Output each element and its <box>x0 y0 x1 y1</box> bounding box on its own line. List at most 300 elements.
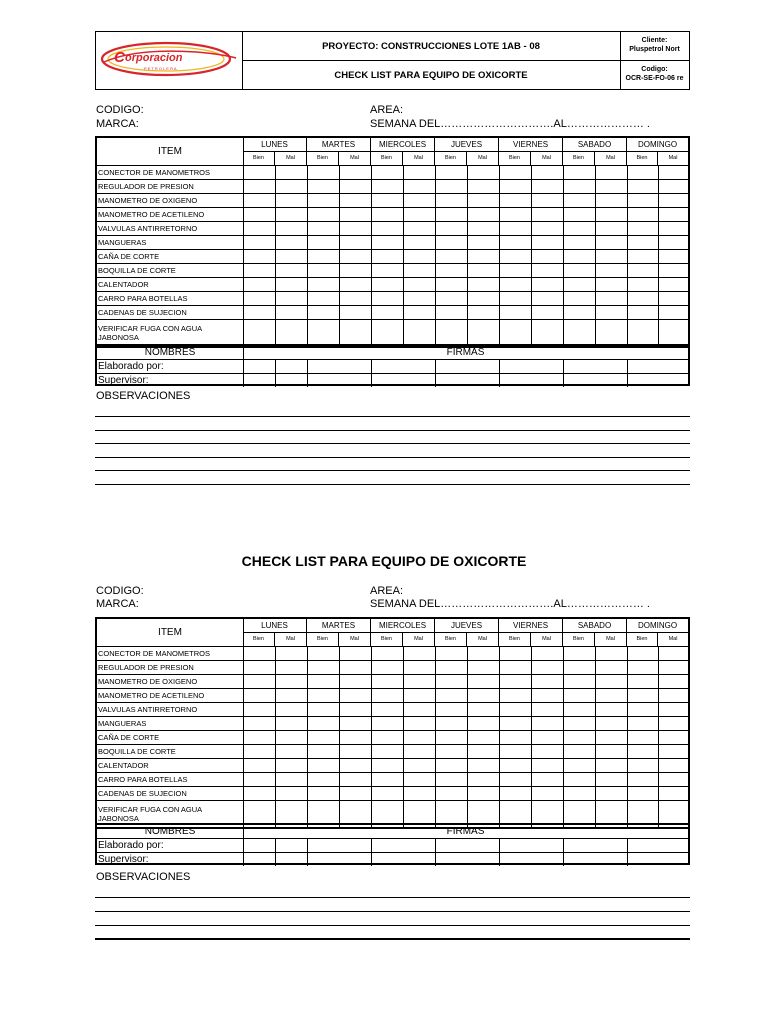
check-cell-border[interactable] <box>627 703 628 716</box>
check-cell-border[interactable] <box>467 264 468 277</box>
check-cell-border[interactable] <box>595 194 596 207</box>
check-cell-border[interactable] <box>627 689 628 702</box>
check-cell-border[interactable] <box>531 278 532 291</box>
check-cell-border[interactable] <box>371 208 372 221</box>
check-cell-border[interactable] <box>339 661 340 674</box>
check-cell-border[interactable] <box>531 222 532 235</box>
observation-line[interactable] <box>95 457 690 458</box>
check-cell-border[interactable] <box>339 194 340 207</box>
check-cell-border[interactable] <box>658 292 659 305</box>
check-cell-border[interactable] <box>307 306 308 319</box>
signature-cell-border[interactable] <box>435 839 436 852</box>
check-cell-border[interactable] <box>595 278 596 291</box>
check-cell-border[interactable] <box>307 236 308 249</box>
check-cell-border[interactable] <box>595 264 596 277</box>
check-cell-border[interactable] <box>627 194 628 207</box>
check-cell-border[interactable] <box>595 292 596 305</box>
check-cell-border[interactable] <box>435 306 436 319</box>
check-cell-border[interactable] <box>403 236 404 249</box>
check-cell-border[interactable] <box>658 180 659 193</box>
check-cell-border[interactable] <box>371 292 372 305</box>
check-cell-border[interactable] <box>371 703 372 716</box>
check-cell-border[interactable] <box>658 306 659 319</box>
check-cell-border[interactable] <box>467 759 468 772</box>
check-cell-border[interactable] <box>595 661 596 674</box>
check-cell-border[interactable] <box>307 264 308 277</box>
check-cell-border[interactable] <box>243 773 244 786</box>
signature-cell-border[interactable] <box>563 374 564 387</box>
check-cell-border[interactable] <box>499 731 500 744</box>
check-cell-border[interactable] <box>307 250 308 263</box>
check-cell-border[interactable] <box>595 773 596 786</box>
signature-cell-border[interactable] <box>563 839 564 852</box>
check-cell-border[interactable] <box>563 703 564 716</box>
check-cell-border[interactable] <box>563 689 564 702</box>
check-cell-border[interactable] <box>563 759 564 772</box>
check-cell-border[interactable] <box>435 787 436 800</box>
check-cell-border[interactable] <box>627 236 628 249</box>
check-cell-border[interactable] <box>435 320 436 346</box>
check-cell-border[interactable] <box>435 759 436 772</box>
check-cell-border[interactable] <box>563 647 564 660</box>
check-cell-border[interactable] <box>499 222 500 235</box>
signature-cell-border[interactable] <box>307 853 308 866</box>
check-cell-border[interactable] <box>275 180 276 193</box>
check-cell-border[interactable] <box>243 759 244 772</box>
check-cell-border[interactable] <box>275 661 276 674</box>
check-cell-border[interactable] <box>339 703 340 716</box>
signature-cell-border[interactable] <box>627 839 628 852</box>
check-cell-border[interactable] <box>658 717 659 730</box>
check-cell-border[interactable] <box>658 759 659 772</box>
check-cell-border[interactable] <box>467 180 468 193</box>
check-cell-border[interactable] <box>531 703 532 716</box>
check-cell-border[interactable] <box>563 194 564 207</box>
check-cell-border[interactable] <box>595 703 596 716</box>
check-cell-border[interactable] <box>595 236 596 249</box>
check-cell-border[interactable] <box>339 250 340 263</box>
check-cell-border[interactable] <box>563 292 564 305</box>
check-cell-border[interactable] <box>531 236 532 249</box>
check-cell-border[interactable] <box>531 675 532 688</box>
check-cell-border[interactable] <box>371 306 372 319</box>
signature-cell-border[interactable] <box>627 360 628 373</box>
check-cell-border[interactable] <box>339 306 340 319</box>
check-cell-border[interactable] <box>307 703 308 716</box>
check-cell-border[interactable] <box>499 717 500 730</box>
check-cell-border[interactable] <box>658 787 659 800</box>
signature-cell-border[interactable] <box>371 853 372 866</box>
check-cell-border[interactable] <box>243 264 244 277</box>
check-cell-border[interactable] <box>403 745 404 758</box>
check-cell-border[interactable] <box>658 745 659 758</box>
check-cell-border[interactable] <box>499 759 500 772</box>
signature-cell-border[interactable] <box>499 374 500 387</box>
signature-cell-border[interactable] <box>499 839 500 852</box>
check-cell-border[interactable] <box>275 320 276 346</box>
check-cell-border[interactable] <box>435 731 436 744</box>
check-cell-border[interactable] <box>339 689 340 702</box>
check-cell-border[interactable] <box>403 773 404 786</box>
check-cell-border[interactable] <box>307 787 308 800</box>
check-cell-border[interactable] <box>658 250 659 263</box>
check-cell-border[interactable] <box>403 759 404 772</box>
check-cell-border[interactable] <box>531 647 532 660</box>
check-cell-border[interactable] <box>307 745 308 758</box>
check-cell-border[interactable] <box>531 264 532 277</box>
check-cell-border[interactable] <box>563 731 564 744</box>
check-cell-border[interactable] <box>658 703 659 716</box>
check-cell-border[interactable] <box>595 675 596 688</box>
check-cell-border[interactable] <box>403 717 404 730</box>
check-cell-border[interactable] <box>435 180 436 193</box>
check-cell-border[interactable] <box>658 194 659 207</box>
check-cell-border[interactable] <box>275 278 276 291</box>
check-cell-border[interactable] <box>531 320 532 346</box>
signature-cell-border[interactable] <box>275 839 276 852</box>
check-cell-border[interactable] <box>243 222 244 235</box>
check-cell-border[interactable] <box>595 320 596 346</box>
check-cell-border[interactable] <box>627 320 628 346</box>
check-cell-border[interactable] <box>307 180 308 193</box>
check-cell-border[interactable] <box>275 222 276 235</box>
check-cell-border[interactable] <box>563 717 564 730</box>
check-cell-border[interactable] <box>307 759 308 772</box>
check-cell-border[interactable] <box>339 278 340 291</box>
check-cell-border[interactable] <box>339 759 340 772</box>
check-cell-border[interactable] <box>371 787 372 800</box>
check-cell-border[interactable] <box>467 773 468 786</box>
check-cell-border[interactable] <box>467 731 468 744</box>
check-cell-border[interactable] <box>531 292 532 305</box>
check-cell-border[interactable] <box>339 208 340 221</box>
check-cell-border[interactable] <box>627 306 628 319</box>
check-cell-border[interactable] <box>595 166 596 179</box>
check-cell-border[interactable] <box>627 661 628 674</box>
check-cell-border[interactable] <box>531 306 532 319</box>
check-cell-border[interactable] <box>499 647 500 660</box>
check-cell-border[interactable] <box>627 278 628 291</box>
check-cell-border[interactable] <box>467 703 468 716</box>
check-cell-border[interactable] <box>499 236 500 249</box>
check-cell-border[interactable] <box>627 745 628 758</box>
check-cell-border[interactable] <box>307 647 308 660</box>
check-cell-border[interactable] <box>563 166 564 179</box>
check-cell-border[interactable] <box>307 292 308 305</box>
signature-cell-border[interactable] <box>307 374 308 387</box>
check-cell-border[interactable] <box>371 320 372 346</box>
check-cell-border[interactable] <box>371 675 372 688</box>
check-cell-border[interactable] <box>243 292 244 305</box>
check-cell-border[interactable] <box>403 661 404 674</box>
check-cell-border[interactable] <box>307 166 308 179</box>
check-cell-border[interactable] <box>275 717 276 730</box>
check-cell-border[interactable] <box>275 745 276 758</box>
check-cell-border[interactable] <box>595 745 596 758</box>
signature-cell-border[interactable] <box>243 853 244 866</box>
check-cell-border[interactable] <box>307 222 308 235</box>
check-cell-border[interactable] <box>467 787 468 800</box>
signature-cell-border[interactable] <box>627 853 628 866</box>
check-cell-border[interactable] <box>243 278 244 291</box>
check-cell-border[interactable] <box>658 208 659 221</box>
check-cell-border[interactable] <box>595 689 596 702</box>
check-cell-border[interactable] <box>563 661 564 674</box>
check-cell-border[interactable] <box>243 194 244 207</box>
check-cell-border[interactable] <box>243 703 244 716</box>
check-cell-border[interactable] <box>307 208 308 221</box>
check-cell-border[interactable] <box>658 166 659 179</box>
check-cell-border[interactable] <box>275 787 276 800</box>
check-cell-border[interactable] <box>595 647 596 660</box>
check-cell-border[interactable] <box>595 222 596 235</box>
check-cell-border[interactable] <box>243 250 244 263</box>
check-cell-border[interactable] <box>531 745 532 758</box>
check-cell-border[interactable] <box>531 250 532 263</box>
check-cell-border[interactable] <box>371 236 372 249</box>
check-cell-border[interactable] <box>499 208 500 221</box>
check-cell-border[interactable] <box>403 250 404 263</box>
check-cell-border[interactable] <box>595 731 596 744</box>
check-cell-border[interactable] <box>595 306 596 319</box>
check-cell-border[interactable] <box>467 278 468 291</box>
check-cell-border[interactable] <box>467 661 468 674</box>
check-cell-border[interactable] <box>243 661 244 674</box>
check-cell-border[interactable] <box>339 222 340 235</box>
check-cell-border[interactable] <box>371 250 372 263</box>
check-cell-border[interactable] <box>371 759 372 772</box>
check-cell-border[interactable] <box>371 647 372 660</box>
check-cell-border[interactable] <box>371 661 372 674</box>
check-cell-border[interactable] <box>243 745 244 758</box>
check-cell-border[interactable] <box>243 717 244 730</box>
check-cell-border[interactable] <box>403 306 404 319</box>
check-cell-border[interactable] <box>243 166 244 179</box>
check-cell-border[interactable] <box>658 278 659 291</box>
check-cell-border[interactable] <box>658 661 659 674</box>
check-cell-border[interactable] <box>275 759 276 772</box>
check-cell-border[interactable] <box>531 731 532 744</box>
check-cell-border[interactable] <box>307 731 308 744</box>
check-cell-border[interactable] <box>499 320 500 346</box>
check-cell-border[interactable] <box>467 250 468 263</box>
signature-cell-border[interactable] <box>371 374 372 387</box>
signature-cell-border[interactable] <box>243 825 244 838</box>
check-cell-border[interactable] <box>243 647 244 660</box>
check-cell-border[interactable] <box>595 759 596 772</box>
check-cell-border[interactable] <box>531 773 532 786</box>
check-cell-border[interactable] <box>563 745 564 758</box>
check-cell-border[interactable] <box>435 166 436 179</box>
check-cell-border[interactable] <box>307 278 308 291</box>
check-cell-border[interactable] <box>275 264 276 277</box>
check-cell-border[interactable] <box>435 689 436 702</box>
check-cell-border[interactable] <box>243 689 244 702</box>
signature-cell-border[interactable] <box>275 360 276 373</box>
check-cell-border[interactable] <box>339 264 340 277</box>
check-cell-border[interactable] <box>467 689 468 702</box>
check-cell-border[interactable] <box>627 292 628 305</box>
check-cell-border[interactable] <box>275 250 276 263</box>
signature-cell-border[interactable] <box>243 374 244 387</box>
check-cell-border[interactable] <box>563 208 564 221</box>
observation-line[interactable] <box>95 897 690 898</box>
check-cell-border[interactable] <box>435 773 436 786</box>
signature-cell-border[interactable] <box>435 360 436 373</box>
check-cell-border[interactable] <box>435 222 436 235</box>
check-cell-border[interactable] <box>658 222 659 235</box>
observation-line[interactable] <box>95 443 690 444</box>
check-cell-border[interactable] <box>371 773 372 786</box>
check-cell-border[interactable] <box>435 278 436 291</box>
check-cell-border[interactable] <box>658 773 659 786</box>
check-cell-border[interactable] <box>563 306 564 319</box>
check-cell-border[interactable] <box>339 166 340 179</box>
check-cell-border[interactable] <box>371 717 372 730</box>
check-cell-border[interactable] <box>403 675 404 688</box>
check-cell-border[interactable] <box>371 278 372 291</box>
observation-line[interactable] <box>95 416 690 417</box>
check-cell-border[interactable] <box>499 703 500 716</box>
check-cell-border[interactable] <box>339 292 340 305</box>
check-cell-border[interactable] <box>403 292 404 305</box>
check-cell-border[interactable] <box>403 320 404 346</box>
check-cell-border[interactable] <box>371 222 372 235</box>
check-cell-border[interactable] <box>339 731 340 744</box>
observation-line[interactable] <box>95 484 690 485</box>
signature-cell-border[interactable] <box>435 853 436 866</box>
check-cell-border[interactable] <box>499 787 500 800</box>
check-cell-border[interactable] <box>499 264 500 277</box>
check-cell-border[interactable] <box>339 180 340 193</box>
check-cell-border[interactable] <box>371 264 372 277</box>
check-cell-border[interactable] <box>243 675 244 688</box>
check-cell-border[interactable] <box>467 208 468 221</box>
check-cell-border[interactable] <box>435 745 436 758</box>
check-cell-border[interactable] <box>499 745 500 758</box>
signature-cell-border[interactable] <box>499 360 500 373</box>
check-cell-border[interactable] <box>435 236 436 249</box>
check-cell-border[interactable] <box>403 180 404 193</box>
check-cell-border[interactable] <box>307 675 308 688</box>
check-cell-border[interactable] <box>307 661 308 674</box>
check-cell-border[interactable] <box>403 208 404 221</box>
check-cell-border[interactable] <box>435 292 436 305</box>
check-cell-border[interactable] <box>403 166 404 179</box>
observation-line[interactable] <box>95 430 690 431</box>
check-cell-border[interactable] <box>627 787 628 800</box>
check-cell-border[interactable] <box>499 661 500 674</box>
check-cell-border[interactable] <box>371 731 372 744</box>
signature-cell-border[interactable] <box>627 374 628 387</box>
check-cell-border[interactable] <box>563 222 564 235</box>
check-cell-border[interactable] <box>531 166 532 179</box>
check-cell-border[interactable] <box>275 773 276 786</box>
check-cell-border[interactable] <box>563 236 564 249</box>
check-cell-border[interactable] <box>467 320 468 346</box>
check-cell-border[interactable] <box>275 647 276 660</box>
check-cell-border[interactable] <box>435 194 436 207</box>
check-cell-border[interactable] <box>563 787 564 800</box>
signature-cell-border[interactable] <box>275 853 276 866</box>
signature-cell-border[interactable] <box>275 374 276 387</box>
check-cell-border[interactable] <box>275 194 276 207</box>
check-cell-border[interactable] <box>467 745 468 758</box>
check-cell-border[interactable] <box>339 745 340 758</box>
check-cell-border[interactable] <box>499 773 500 786</box>
check-cell-border[interactable] <box>275 731 276 744</box>
check-cell-border[interactable] <box>499 278 500 291</box>
check-cell-border[interactable] <box>499 292 500 305</box>
check-cell-border[interactable] <box>658 320 659 346</box>
check-cell-border[interactable] <box>595 250 596 263</box>
check-cell-border[interactable] <box>499 689 500 702</box>
check-cell-border[interactable] <box>435 264 436 277</box>
check-cell-border[interactable] <box>275 703 276 716</box>
signature-cell-border[interactable] <box>499 853 500 866</box>
check-cell-border[interactable] <box>403 689 404 702</box>
check-cell-border[interactable] <box>275 292 276 305</box>
check-cell-border[interactable] <box>467 236 468 249</box>
check-cell-border[interactable] <box>467 194 468 207</box>
check-cell-border[interactable] <box>627 208 628 221</box>
check-cell-border[interactable] <box>531 208 532 221</box>
check-cell-border[interactable] <box>435 647 436 660</box>
check-cell-border[interactable] <box>563 675 564 688</box>
observation-line[interactable] <box>95 911 690 912</box>
signature-cell-border[interactable] <box>435 374 436 387</box>
check-cell-border[interactable] <box>243 208 244 221</box>
signature-cell-border[interactable] <box>371 360 372 373</box>
check-cell-border[interactable] <box>275 675 276 688</box>
check-cell-border[interactable] <box>403 703 404 716</box>
check-cell-border[interactable] <box>627 250 628 263</box>
check-cell-border[interactable] <box>339 675 340 688</box>
check-cell-border[interactable] <box>531 717 532 730</box>
check-cell-border[interactable] <box>627 717 628 730</box>
observation-line[interactable] <box>95 938 690 940</box>
check-cell-border[interactable] <box>371 180 372 193</box>
signature-cell-border[interactable] <box>243 839 244 852</box>
check-cell-border[interactable] <box>627 647 628 660</box>
check-cell-border[interactable] <box>403 278 404 291</box>
check-cell-border[interactable] <box>595 787 596 800</box>
signature-cell-border[interactable] <box>371 839 372 852</box>
check-cell-border[interactable] <box>499 675 500 688</box>
check-cell-border[interactable] <box>307 773 308 786</box>
check-cell-border[interactable] <box>467 292 468 305</box>
check-cell-border[interactable] <box>275 689 276 702</box>
check-cell-border[interactable] <box>563 773 564 786</box>
check-cell-border[interactable] <box>339 320 340 346</box>
check-cell-border[interactable] <box>658 236 659 249</box>
check-cell-border[interactable] <box>371 194 372 207</box>
check-cell-border[interactable] <box>339 787 340 800</box>
check-cell-border[interactable] <box>403 194 404 207</box>
check-cell-border[interactable] <box>563 320 564 346</box>
check-cell-border[interactable] <box>595 180 596 193</box>
check-cell-border[interactable] <box>499 250 500 263</box>
signature-cell-border[interactable] <box>243 360 244 373</box>
check-cell-border[interactable] <box>371 166 372 179</box>
check-cell-border[interactable] <box>627 759 628 772</box>
check-cell-border[interactable] <box>275 166 276 179</box>
signature-cell-border[interactable] <box>243 346 244 359</box>
check-cell-border[interactable] <box>435 717 436 730</box>
check-cell-border[interactable] <box>243 180 244 193</box>
check-cell-border[interactable] <box>307 320 308 346</box>
signature-cell-border[interactable] <box>563 360 564 373</box>
